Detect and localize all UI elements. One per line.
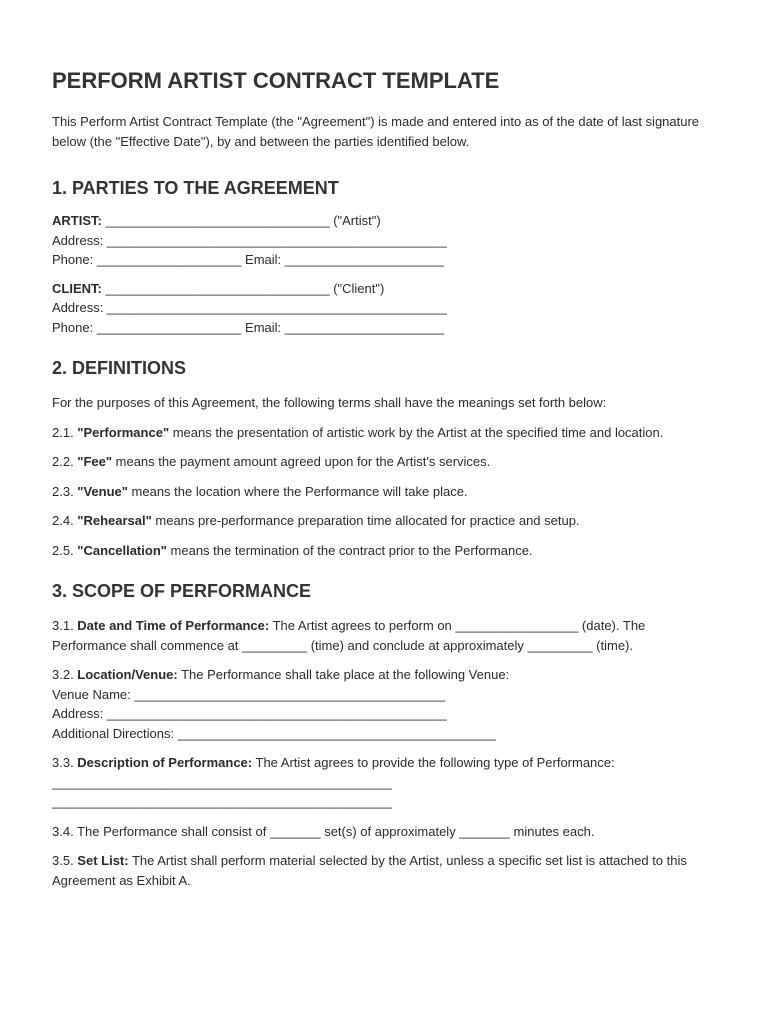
definitions-intro: For the purposes of this Agreement, the following terms shall have the meanings set forth below:: [52, 395, 607, 410]
artist-name-line: [52, 211, 722, 231]
section-2-heading: 2. DEFINITIONS: [52, 358, 187, 378]
description-blank-line-1: _______________________________________________: [52, 774, 392, 790]
definition-item-cancellation: 2.5. "Cancellation" means the termination of the contract prior to the Performance.: [52, 542, 533, 558]
client-label: CLIENT:: [52, 280, 102, 296]
section-1-heading: 1. PARTIES TO THE AGREEMENT: [52, 178, 339, 198]
artist-address-line: Address: _______________________________________________: [52, 232, 447, 248]
artist-name-field: _______________________________ ("Artist"): [101, 213, 381, 228]
location-intro-line: 3.2. Location/Venue: The Performance shall take place at the following Venue:: [52, 667, 510, 682]
venue-name-line: Venue Name: ___________________________________________: [52, 686, 446, 702]
definition-item-fee: 2.2. "Fee" means the payment amount agreed upon for the Artist's services.: [52, 454, 491, 469]
scope-item-date-time: 3.1. Date and Time of Performance: The Artist agrees to perform on _________________ (date). The Performance shall commence at _________ (time) and conclude at approximately _________ (time).: [52, 618, 646, 653]
scope-item-set-list: 3.5. Set List: The Artist shall perform material selected by the Artist, unless a specific set list is attached to this Agreement as Exhibit A.: [52, 853, 687, 888]
client-name-field: _______________________________ ("Client"): [101, 280, 385, 296]
artist-label: ARTIST:: [52, 213, 102, 228]
contract-document: [52, 68, 722, 890]
definition-item-venue: 2.3. "Venue" means the location where the Performance will take place.: [52, 483, 468, 499]
venue-address-line: Address: _______________________________________________: [52, 706, 447, 721]
document-title: PERFORM ARTIST CONTRACT TEMPLATE: [52, 68, 500, 93]
artist-party-block: [52, 211, 722, 270]
artist-phone-email-line: Phone: ____________________ Email: ______________________: [52, 252, 444, 267]
client-name-line: [52, 279, 722, 299]
description-intro-line: 3.3. Description of Performance: The Artist agrees to provide the following type of Performance:: [52, 755, 615, 770]
intro-paragraph: This Perform Artist Contract Template (the "Agreement") is made and entered into as of the date of last signature below (the "Effective Date"), by and between the parties identified below.: [52, 114, 700, 149]
additional-directions-line: Additional Directions: ____________________________________________: [52, 725, 496, 741]
section-3-heading: 3. SCOPE OF PERFORMANCE: [52, 581, 312, 601]
client-party-block: [52, 279, 722, 338]
scope-item-sets: 3.4. The Performance shall consist of _______ set(s) of approximately _______ minutes each.: [52, 823, 595, 839]
scope-item-description: [52, 753, 722, 812]
definition-item-performance: 2.1. "Performance" means the presentation of artistic work by the Artist at the specified time and location.: [52, 424, 664, 440]
definition-item-rehearsal: 2.4. "Rehearsal" means pre-performance preparation time allocated for practice and setup.: [52, 513, 580, 528]
description-blank-line-2: _______________________________________________: [52, 794, 392, 809]
client-phone-email-line: Phone: ____________________ Email: ______________________: [52, 319, 444, 335]
client-address-line: Address: _______________________________________________: [52, 300, 447, 315]
scope-item-location: [52, 665, 722, 743]
